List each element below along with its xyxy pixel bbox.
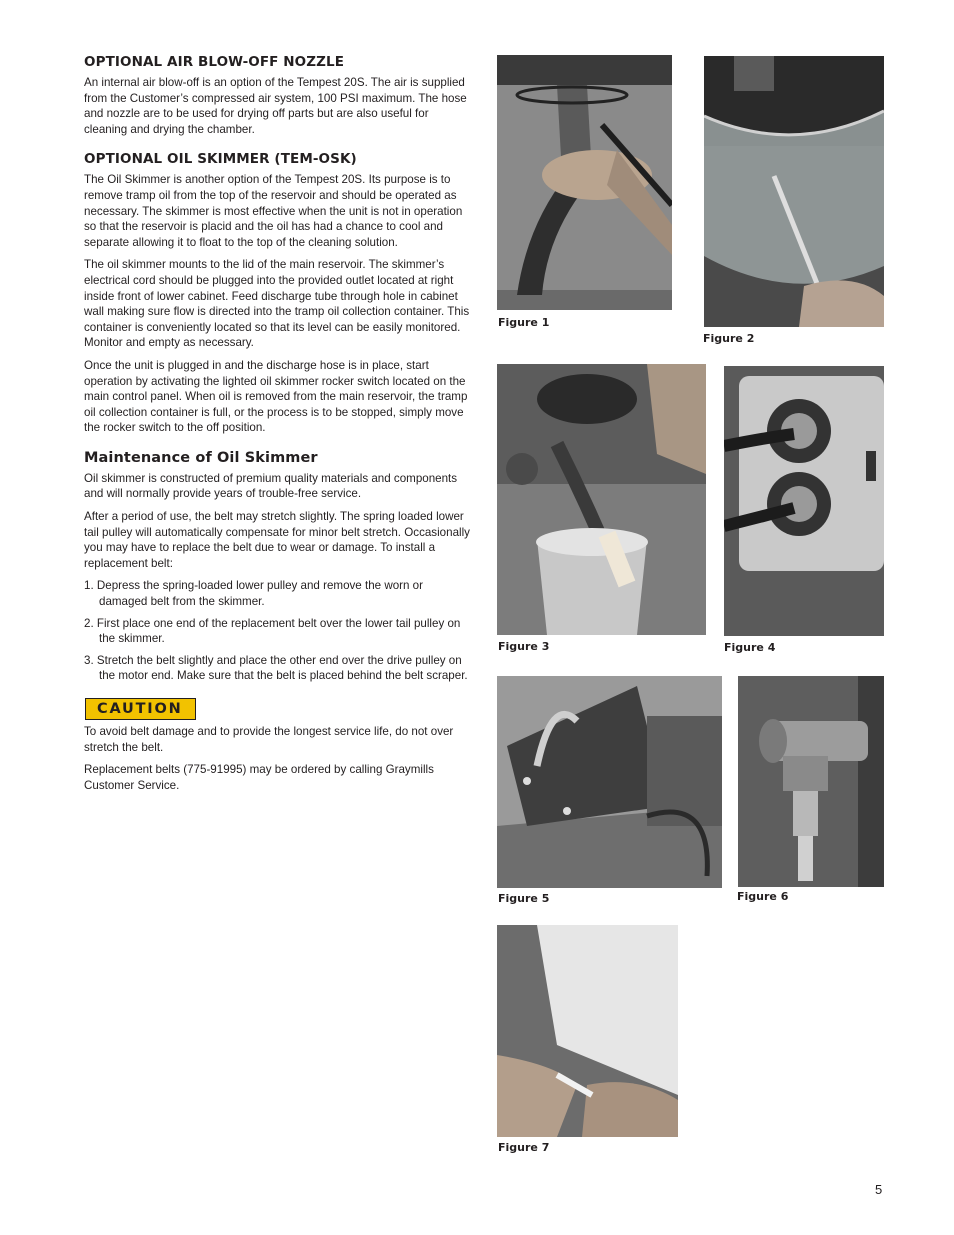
- figure-3-photo: [497, 364, 706, 635]
- page-number: 5: [875, 1182, 883, 1197]
- oil-skimmer-paragraph-3: Once the unit is plugged in and the discharge hose is in place, start operation by activating the lighted oil skimmer rocker switch located on the main control panel. When oil is removed from the main reservoir, the tramp oil collection container is full, or the process is to be stopped, simply move the rocker switch to the off position.: [84, 358, 468, 435]
- figure-1-photo: [497, 55, 672, 310]
- figure-6-caption: Figure 6: [737, 890, 789, 903]
- figure-2-photo: [704, 56, 884, 327]
- figure-4-photo: [724, 366, 884, 636]
- figure-7-caption: Figure 7: [498, 1141, 550, 1154]
- figure-2-caption: Figure 2: [703, 332, 755, 345]
- figure-5-photo: [497, 676, 722, 888]
- step-item: 3. Stretch the belt slightly and place the other end over the drive pulley on the motor end. Make sure that the belt is placed behind the belt scraper.: [84, 653, 468, 683]
- air-nozzle-heading: OPTIONAL AIR BLOW-OFF NOZZLE: [84, 54, 345, 70]
- step-item: 1. Depress the spring-loaded lower pulley and remove the worn or damaged belt from the skimmer.: [84, 579, 423, 609]
- caution-badge: CAUTION: [85, 698, 196, 720]
- maintenance-paragraph-1: Oil skimmer is constructed of premium quality materials and components and will normally provide years of trouble-free service.: [84, 471, 458, 501]
- replacement-belts-text: Replacement belts (775-91995) may be ordered by calling Graymills Customer Service.: [84, 763, 434, 792]
- caution-text: To avoid belt damage and to provide the longest service life, do not over stretch the belt.: [84, 725, 454, 754]
- maintenance-paragraph-2: After a period of use, the belt may stretch slightly. The spring loaded lower tail pulley will automatically compensate for minor belt stretch. Occasionally you may have to replace the belt due to wear or damage. To install a replacement belt:: [84, 510, 470, 570]
- figure-7-photo: [497, 925, 678, 1137]
- oil-skimmer-heading: OPTIONAL OIL SKIMMER (TEM-OSK): [84, 151, 357, 168]
- figure-1-caption: Figure 1: [498, 316, 550, 329]
- air-nozzle-paragraph: An internal air blow-off is an option of the Tempest 20S. The air is supplied from the Customer’s compressed air system, 100 PSI maximum. The hose and nozzle are to be used for drying off parts but are also useful for cleaning and drying the chamber.: [84, 76, 467, 136]
- figure-3-caption: Figure 3: [498, 640, 550, 653]
- oil-skimmer-paragraph-2: The oil skimmer mounts to the lid of the main reservoir. The skimmer’s electrical cord should be plugged into the provided outlet located at right inside front of lower cabinet. Feed discharge tube through hole in cabinet wall making sure flow is directed into the tramp oil collection container. This container is conveniently located so that its level can be easily monitored. Monitor and empty as necessary.: [84, 258, 470, 350]
- maintenance-heading: Maintenance of Oil Skimmer: [84, 449, 318, 466]
- figure-5-caption: Figure 5: [498, 892, 550, 905]
- oil-skimmer-paragraph-1: The Oil Skimmer is another option of the Tempest 20S. Its purpose is to remove tramp oil from the top of the reservoir and should be operated as necessary. The skimmer is most effective when the unit is not in operation so that the reservoir is placid and the oil has had a chance to cool and separate allowing it to float to the top of the cleaning solution.: [84, 173, 463, 249]
- figure-6-photo: [738, 676, 884, 887]
- figure-4-caption: Figure 4: [724, 641, 776, 654]
- step-item: 2. First place one end of the replacement belt over the lower tail pulley on the skimmer.: [84, 616, 461, 646]
- belt-install-steps: [84, 578, 472, 684]
- text-column: [84, 54, 472, 800]
